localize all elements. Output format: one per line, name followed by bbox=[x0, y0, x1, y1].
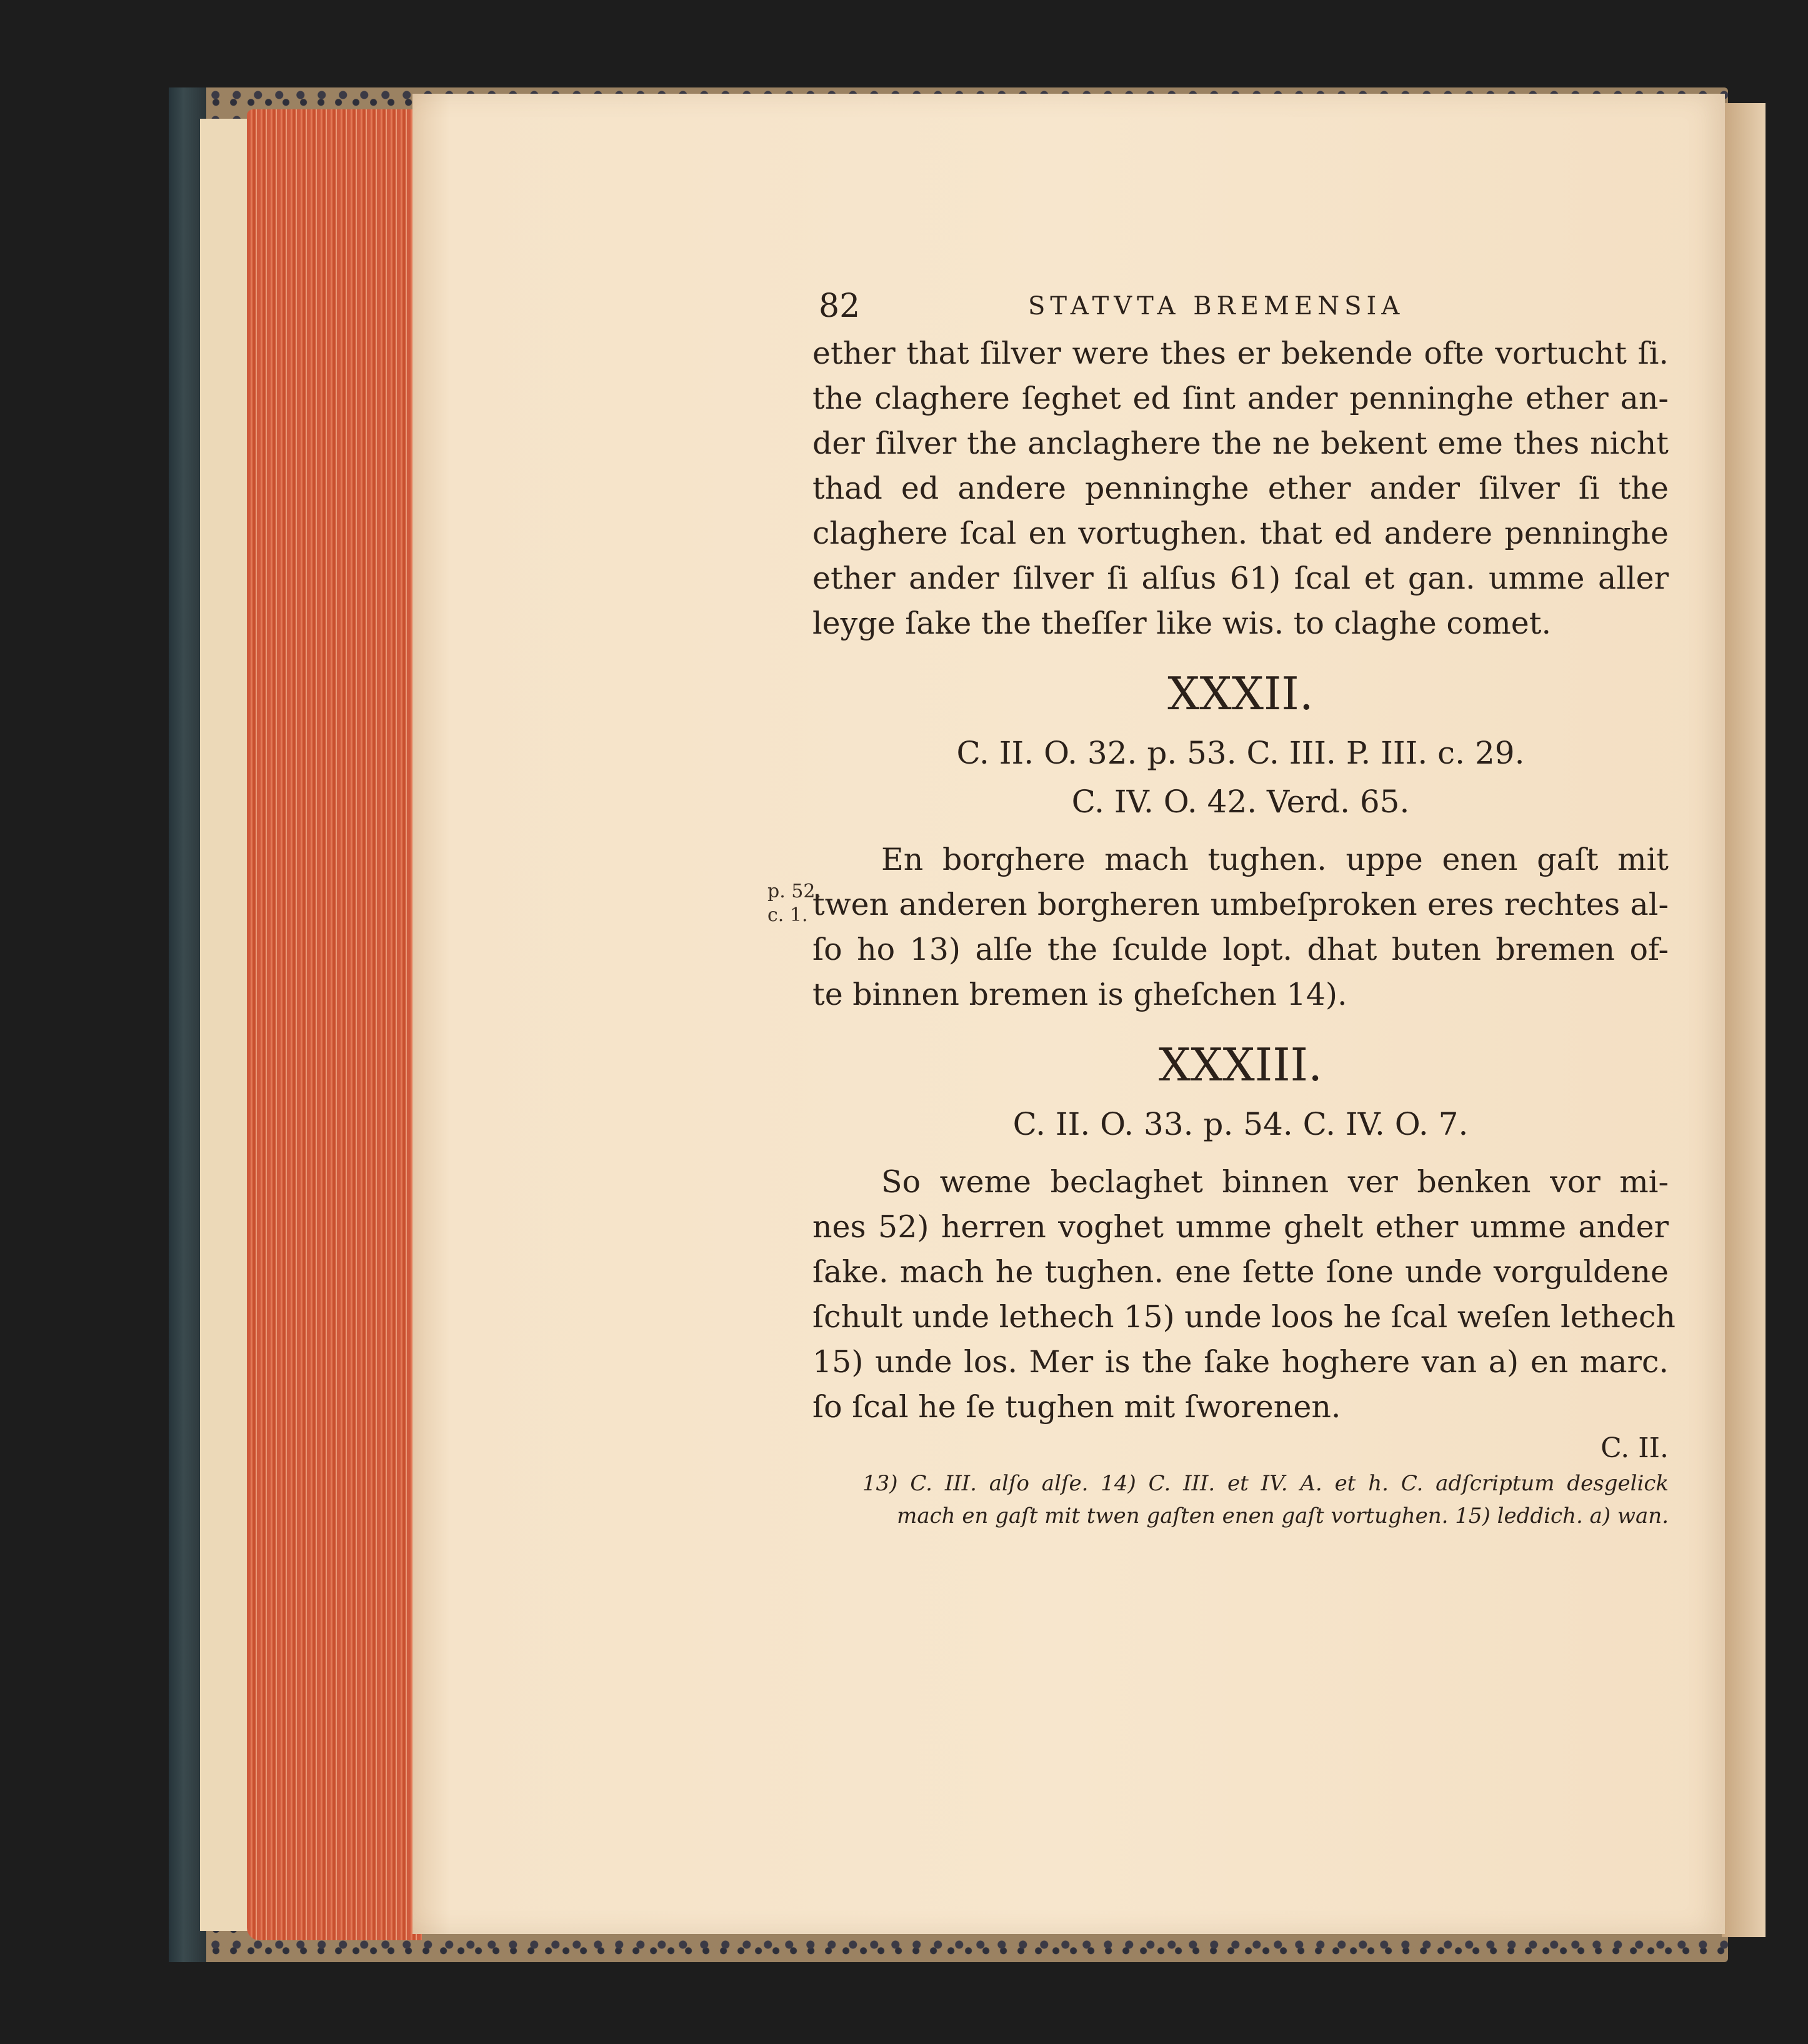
red-page-edges bbox=[247, 109, 422, 1940]
continuation-paragraph bbox=[812, 331, 1669, 646]
text-line: thad ed andere penninghe ether ander ſilver ſi the bbox=[812, 471, 1669, 506]
text-line: So weme beclaghet binnen ver benken vor mi- bbox=[881, 1164, 1669, 1200]
text-line: the claghere ſeghet ed ſint ander penninghe ether an- bbox=[812, 381, 1669, 416]
running-title: STATVTA BREMENSIA bbox=[1028, 292, 1405, 321]
page-number: 82 bbox=[819, 287, 861, 325]
margin-note-line: c. 1. bbox=[767, 904, 808, 926]
reference-line: C. II. O. 32. p. 53. C. III. P. III. c. 29. bbox=[956, 735, 1525, 771]
text-line: der ſilver the anclaghere the ne bekent eme thes nicht bbox=[812, 426, 1669, 461]
section-number: XXXII. bbox=[1167, 667, 1314, 720]
section-paragraph bbox=[812, 1160, 1676, 1430]
text-line: En borghere mach tughen. uppe enen gaſt mit bbox=[881, 842, 1669, 877]
running-head bbox=[812, 275, 1669, 331]
text-line: ether ander ſilver ſi alſus 61) ſcal et gan. umme aller bbox=[812, 561, 1669, 596]
text-line: ſchult unde lethech 15) unde loos he ſcal weſen lethech bbox=[812, 1299, 1676, 1335]
section-references bbox=[812, 1100, 1669, 1149]
margin-note bbox=[767, 880, 821, 927]
reference-line: C. IV. O. 42. Verd. 65. bbox=[1071, 784, 1410, 820]
text-line: ſake. mach he tughen. ene ſette ſone unde vorguldene bbox=[812, 1254, 1669, 1290]
text-line: te binnen bremen is gheſchen 14). bbox=[812, 977, 1347, 1012]
text-line: ether that ſilver were thes er bekende ofte vortucht ſi. bbox=[812, 336, 1669, 371]
text-line: leyge ſake the theſſer like wis. to claghe comet. bbox=[812, 606, 1552, 641]
text-line: nes 52) herren voghet umme ghelt ether umme ander bbox=[812, 1209, 1669, 1245]
footnote-line: mach en gaſt mit twen gaſten enen gaſt vortughen. 15) leddich. a) wan. bbox=[897, 1503, 1669, 1528]
text-line: 15) unde los. Mer is the ſake hoghere van a) en marc. bbox=[812, 1344, 1669, 1380]
text-line: ſo ſcal he ſe tughen mit ſworenen. bbox=[812, 1389, 1341, 1425]
section-number: XXXIII. bbox=[1159, 1039, 1322, 1091]
text-line: claghere ſcal en vortughen. that ed andere penninghe bbox=[812, 516, 1669, 551]
section-paragraph bbox=[812, 837, 1669, 1017]
text-line: twen anderen borgheren umbeſproken eres rechtes al- bbox=[812, 887, 1669, 922]
footnotes bbox=[862, 1467, 1669, 1532]
section-references bbox=[812, 729, 1669, 826]
page-text-block bbox=[812, 275, 1676, 1532]
facing-page-edge bbox=[1722, 103, 1766, 1937]
margin-note-line: p. 52. bbox=[767, 880, 821, 902]
reference-line: C. II. O. 33. p. 54. C. IV. O. 7. bbox=[1012, 1106, 1469, 1142]
text-line: ſo ho 13) alſe the ſculde lopt. dhat buten bremen of- bbox=[812, 932, 1669, 967]
footnote-line: 13) C. III. alſo alſe. 14) C. III. et IV. A. et h. C. adſcriptum desgelick bbox=[862, 1471, 1669, 1496]
catchword: C. II. bbox=[1601, 1432, 1669, 1464]
